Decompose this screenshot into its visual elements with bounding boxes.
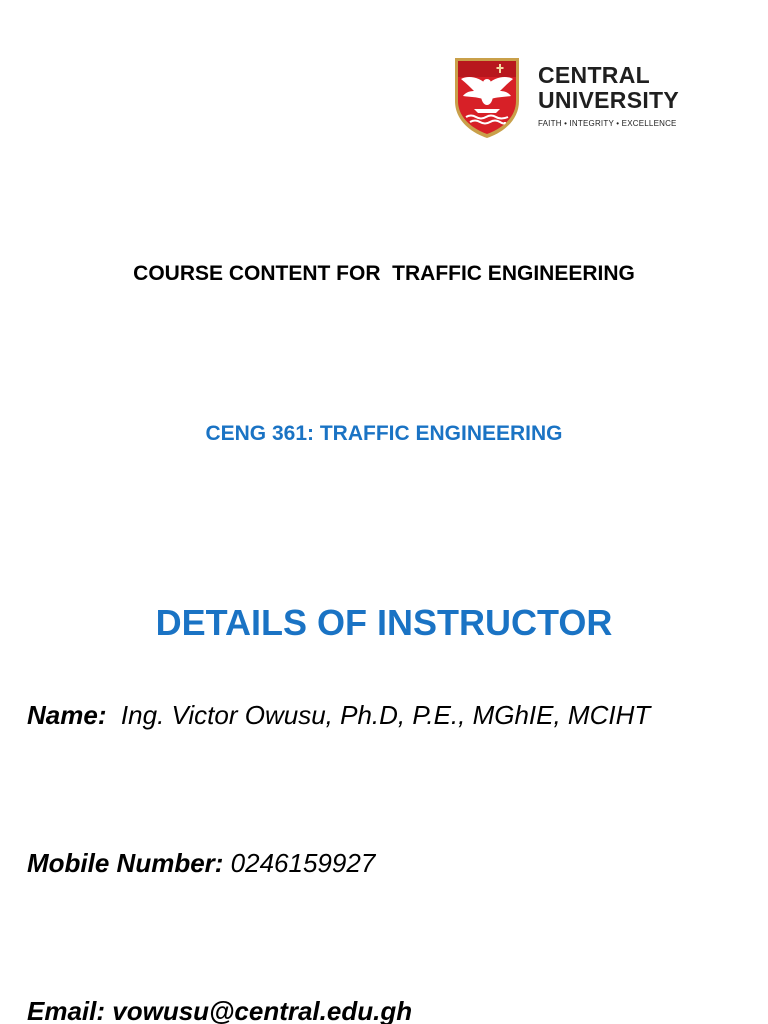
course-title: COURSE CONTENT FOR TRAFFIC ENGINEERING [133, 262, 635, 285]
email-label: Email: [27, 996, 106, 1024]
university-logo [452, 55, 702, 145]
logo-wordmark [538, 63, 698, 128]
mobile-label: Mobile Number: [27, 848, 224, 878]
section-heading: DETAILS OF INSTRUCTOR [155, 602, 613, 643]
instructor-name [27, 700, 650, 731]
logo-line-central: CENTRAL [538, 62, 650, 88]
eagle-shield-icon [452, 55, 522, 139]
email-value: vowusu@central.edu.gh [105, 996, 413, 1024]
mobile-value: 0246159927 [223, 848, 376, 878]
name-label: Name: [27, 700, 107, 730]
logo-line-university: UNIVERSITY [538, 87, 680, 113]
name-value: Ing. Victor Owusu, Ph.D, P.E., MGhIE, MCIHT [106, 700, 651, 730]
instructor-mobile [27, 848, 375, 879]
logo-tagline: FAITH • INTEGRITY • EXCELLENCE [538, 119, 677, 128]
course-code: CENG 361: TRAFFIC ENGINEERING [205, 422, 563, 445]
instructor-email [27, 996, 412, 1024]
